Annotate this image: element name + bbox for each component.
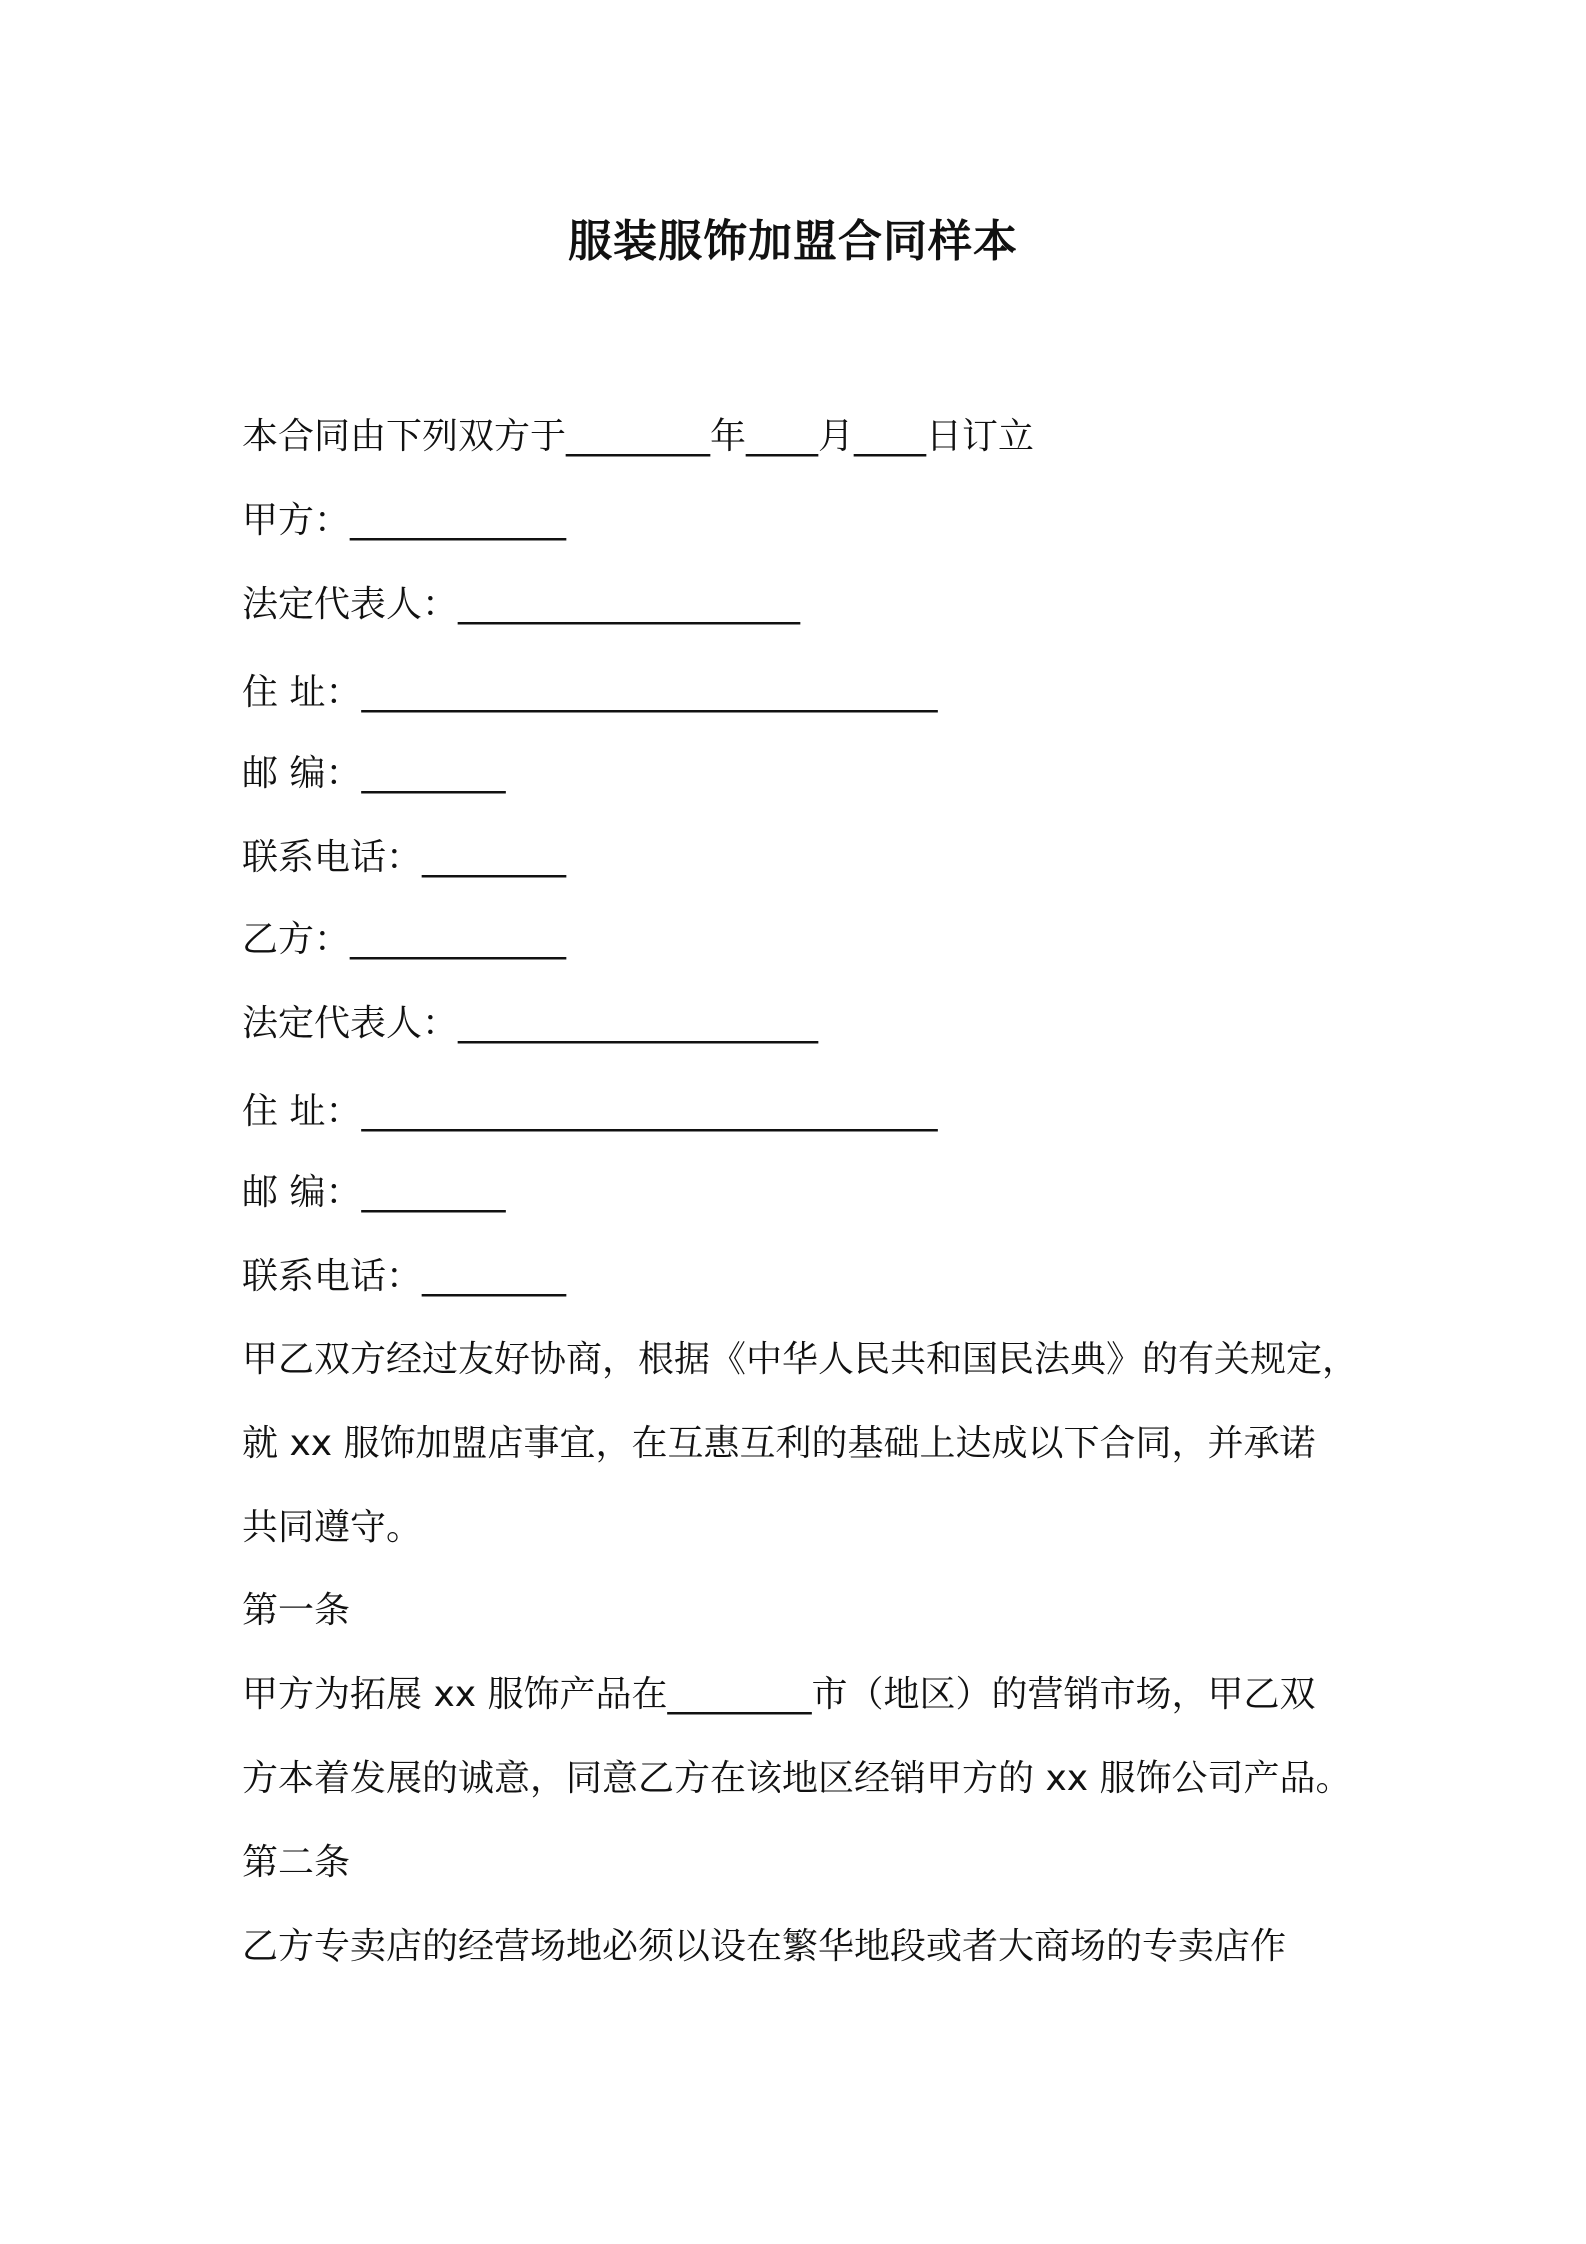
party-b-address-line: 住 址：________________________________: [242, 1091, 938, 1132]
party-a-name-line: 甲方：____________: [242, 500, 567, 541]
article-1-heading: 第一条: [242, 1590, 351, 1631]
document-title: 服装服饰加盟合同样本: [568, 216, 1018, 267]
party-a-rep-line: 法定代表人：___________________: [242, 584, 801, 625]
party-b-rep-line: 法定代表人：____________________: [242, 1003, 819, 1044]
party-a-phone-line: 联系电话：________: [242, 837, 567, 878]
preamble-line: 就 xx 服饰加盟店事宜，在互惠互利的基础上达成以下合同，并承诺: [242, 1423, 1316, 1464]
article-1-line: 甲方为拓展 xx 服饰产品在________市（地区）的营销市场，甲乙双: [242, 1674, 1316, 1715]
party-a-address-line: 住 址：________________________________: [242, 672, 938, 713]
article-2-heading: 第二条: [242, 1842, 351, 1883]
preamble-line: 甲乙双方经过友好协商，根据《中华人民共和国民法典》的有关规定，: [242, 1339, 1359, 1380]
party-b-phone-line: 联系电话：________: [242, 1256, 567, 1297]
preamble-line: 共同遵守。: [242, 1507, 423, 1548]
article-1-line: 方本着发展的诚意，同意乙方在该地区经销甲方的 xx 服饰公司产品。: [242, 1758, 1352, 1799]
party-b-postcode-line: 邮 编：________: [242, 1172, 506, 1213]
party-b-name-line: 乙方：____________: [242, 919, 567, 960]
article-2-line: 乙方专卖店的经营场地必须以设在繁华地段或者大商场的专卖店作: [242, 1926, 1287, 1967]
party-a-postcode-line: 邮 编：________: [242, 753, 506, 794]
date-line: 本合同由下列双方于________年____月____日订立: [242, 416, 1035, 457]
